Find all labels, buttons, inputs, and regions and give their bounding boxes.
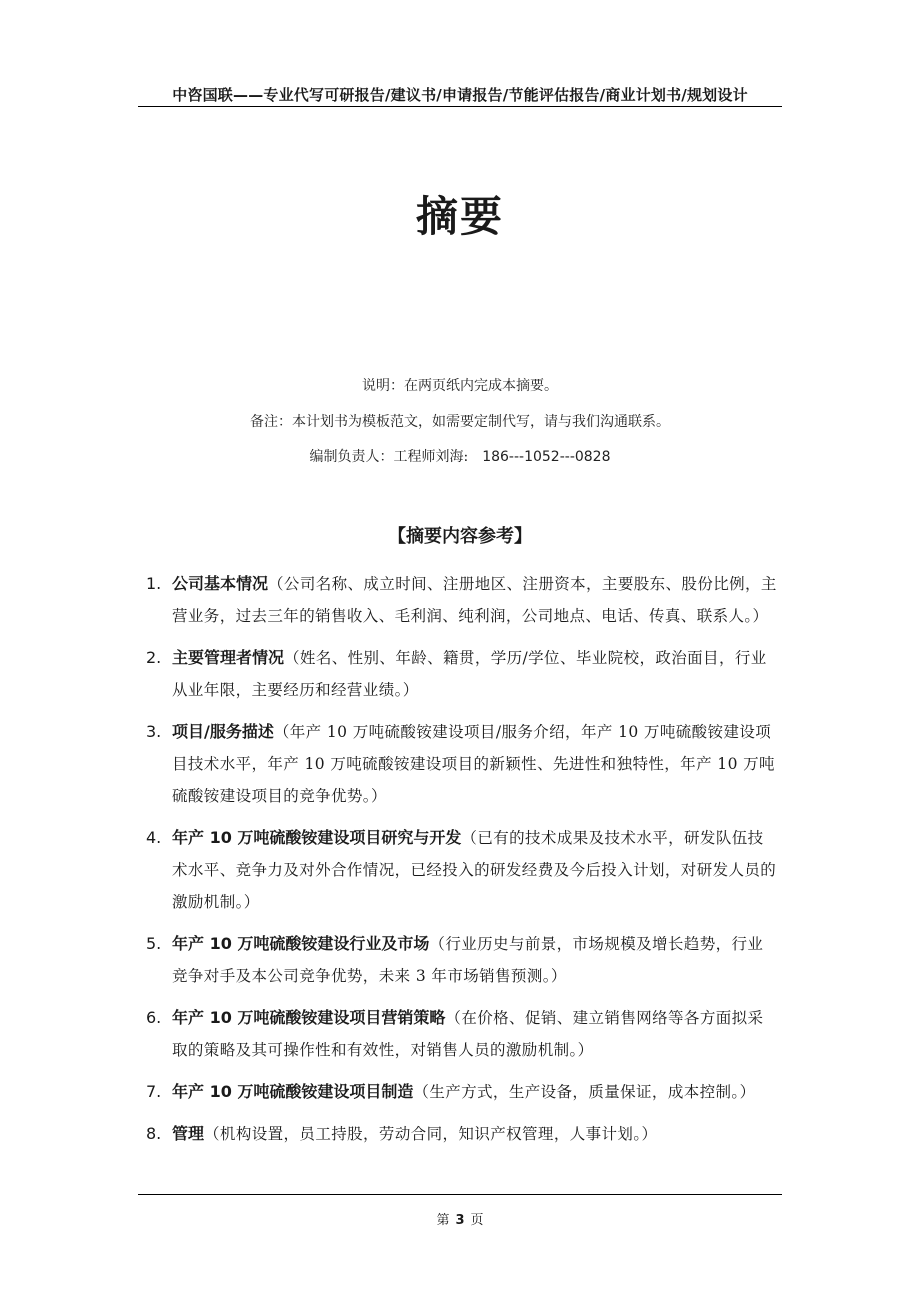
footer-suffix: 页 [470,1213,484,1228]
page-header: 中咨国联——专业代写可研报告/建议书/申请报告/节能评估报告/商业计划书/规划设计 [172,86,748,104]
contact-phone: 186---1052---0828 [482,449,611,465]
footer-divider [138,1194,782,1195]
item-title: 年产 10 万吨硫酸铵建设项目营销策略 [172,1008,446,1027]
page-title: 摘要 [415,192,504,241]
list-item [146,1076,778,1108]
list-item [146,1002,778,1066]
item-description: （机构设置，员工持股，劳动合同，知识产权管理，人事计划。） [204,1125,658,1143]
page-number: 3 [455,1213,465,1228]
item-title: 主要管理者情况 [172,648,285,667]
item-number: 1. [146,574,162,593]
item-number: 2. [146,648,162,667]
item-number: 3. [146,722,162,741]
section-heading: 【摘要内容参考】 [388,526,532,547]
header-divider [138,106,782,107]
note-remark: 备注：本计划书为模板范文，如需要定制代写，请与我们沟通联系。 [250,414,670,430]
list-item [146,928,778,992]
item-title: 管理 [172,1124,205,1143]
list-item [146,642,778,706]
item-title: 年产 10 万吨硫酸铵建设项目研究与开发 [172,828,462,847]
item-description: （姓名、性别、年龄、籍贯，学历/学位、毕业院校，政治面目，行业从业年限，主要经历和经营业绩。） [172,649,767,699]
item-title: 年产 10 万吨硫酸铵建设行业及市场 [172,934,430,953]
note-contact [0,446,920,466]
item-description: （已有的技术成果及技术水平，研发队伍技术水平、竞争力及对外合作情况，已经投入的研发经费及今后投入计划，对研发人员的激励机制。） [172,829,777,911]
item-description: （公司名称、成立时间、注册地区、注册资本，主要股东、股份比例，主营业务，过去三年的销售收入、毛利润、纯利润，公司地点、电话、传真、联系人。） [172,575,777,625]
list-item [146,822,778,918]
list-item [146,1118,778,1150]
page-footer [0,1209,920,1228]
contact-label: 编制负责人：工程师刘海: [309,449,469,465]
summary-item-list [146,568,778,1160]
footer-prefix: 第 [436,1213,450,1228]
item-number: 4. [146,828,162,847]
item-description: （在价格、促销、建立销售网络等各方面拟采取的策略及其可操作性和有效性，对销售人员的激励机制。） [172,1009,764,1059]
note-instruction: 说明：在两页纸内完成本摘要。 [362,378,558,394]
item-description: （行业历史与前景，市场规模及增长趋势，行业竞争对手及本公司竞争优势，未来 3 年市场销售预测。） [172,935,764,985]
list-item [146,568,778,632]
list-item [146,716,778,812]
item-title: 年产 10 万吨硫酸铵建设项目制造 [172,1082,414,1101]
item-number: 6. [146,1008,162,1027]
item-number: 5. [146,934,162,953]
item-description: （生产方式，生产设备，质量保证，成本控制。） [413,1083,756,1101]
item-title: 项目/服务描述 [172,722,274,741]
item-number: 8. [146,1124,162,1143]
item-number: 7. [146,1082,162,1101]
item-description: （年产 10 万吨硫酸铵建设项目/服务介绍，年产 10 万吨硫酸铵建设项目技术水平，年产 10 万吨硫酸铵建设项目的新颖性、先进性和独特性，年产 10 万吨硫酸铵建设项目的竞争优势。） [172,723,775,805]
item-title: 公司基本情况 [172,574,269,593]
